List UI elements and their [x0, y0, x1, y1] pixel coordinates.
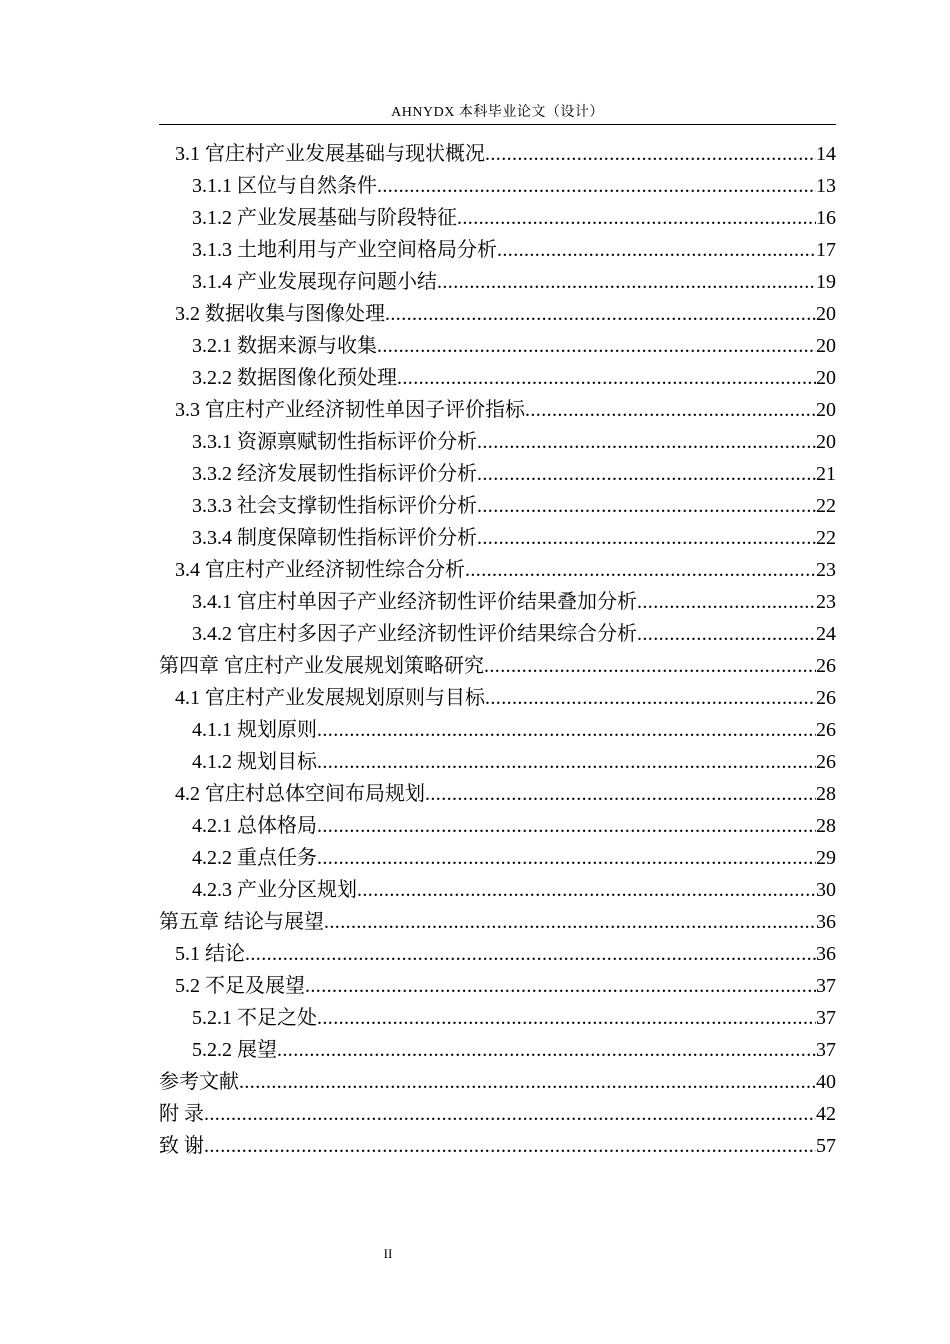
toc-entry[interactable] — [159, 618, 836, 650]
toc-entry-title: 3.1.3 土地利用与产业空间格局分析 — [192, 239, 497, 261]
toc-entry[interactable] — [159, 586, 836, 618]
toc-leader-dots — [204, 1098, 816, 1130]
toc-entry-page: 26 — [816, 719, 836, 741]
toc-entry[interactable] — [159, 1098, 836, 1130]
toc-leader-dots — [497, 234, 816, 266]
toc-entry[interactable] — [159, 778, 836, 810]
toc-entry-page: 22 — [816, 495, 836, 517]
toc-leader-dots — [525, 394, 816, 426]
toc-entry-title: 5.1 结论 — [175, 943, 245, 965]
toc-entry-title: 3.1.2 产业发展基础与阶段特征 — [192, 207, 457, 229]
toc-leader-dots — [317, 714, 816, 746]
toc-entry[interactable] — [159, 490, 836, 522]
toc-entry-title: 4.2.3 产业分区规划 — [192, 879, 357, 901]
toc-leader-dots — [465, 554, 816, 586]
toc-entry-title: 3.1.4 产业发展现存问题小结 — [192, 271, 437, 293]
toc-entry-title: 4.2.1 总体格局 — [192, 815, 317, 837]
toc-leader-dots — [485, 138, 816, 170]
toc-entry-title: 第五章 结论与展望 — [159, 911, 324, 933]
toc-entry-title: 4.2 官庄村总体空间布局规划 — [175, 783, 425, 805]
toc-entry-page: 29 — [816, 847, 836, 869]
toc-entry[interactable] — [159, 970, 836, 1002]
toc-entry-title: 3.3.3 社会支撑韧性指标评价分析 — [192, 495, 477, 517]
toc-leader-dots — [377, 330, 816, 362]
toc-leader-dots — [437, 266, 816, 298]
toc-entry-page: 28 — [816, 815, 836, 837]
toc-entry[interactable] — [159, 298, 836, 330]
toc-leader-dots — [457, 202, 816, 234]
toc-entry-page: 20 — [816, 303, 836, 325]
toc-leader-dots — [204, 1130, 816, 1162]
toc-entry-page: 37 — [816, 1007, 836, 1029]
toc-leader-dots — [377, 170, 816, 202]
toc-entry[interactable] — [159, 810, 836, 842]
toc-entry-page: 37 — [816, 1039, 836, 1061]
toc-entry-title: 5.2 不足及展望 — [175, 975, 305, 997]
toc-entry-page: 57 — [816, 1135, 836, 1157]
toc-entry-page: 16 — [816, 207, 836, 229]
toc-entry-title: 3.4.1 官庄村单因子产业经济韧性评价结果叠加分析 — [192, 591, 637, 613]
toc-entry-title: 3.3.1 资源禀赋韧性指标评价分析 — [192, 431, 477, 453]
toc-entry-title: 4.1.1 规划原则 — [192, 719, 317, 741]
toc-entry[interactable] — [159, 170, 836, 202]
toc-entry-title: 3.2 数据收集与图像处理 — [175, 303, 385, 325]
toc-entry-page: 26 — [816, 687, 836, 709]
toc-entry[interactable] — [159, 522, 836, 554]
toc-entry-page: 42 — [816, 1103, 836, 1125]
toc-entry-title: 5.2.2 展望 — [192, 1039, 277, 1061]
toc-entry-page: 37 — [816, 975, 836, 997]
toc-entry[interactable] — [159, 938, 836, 970]
toc-leader-dots — [477, 426, 816, 458]
toc-leader-dots — [425, 778, 816, 810]
toc-entry-page: 40 — [816, 1071, 836, 1093]
toc-entry-page: 20 — [816, 335, 836, 357]
toc-leader-dots — [477, 522, 816, 554]
toc-entry-title: 3.3 官庄村产业经济韧性单因子评价指标 — [175, 399, 525, 421]
toc-entry-page: 20 — [816, 399, 836, 421]
toc-leader-dots — [239, 1066, 816, 1098]
toc-entry-page: 23 — [816, 559, 836, 581]
toc-entry-title: 3.1 官庄村产业发展基础与现状概况 — [175, 143, 485, 165]
page-number: II — [383, 1246, 393, 1261]
toc-entry-title: 3.4.2 官庄村多因子产业经济韧性评价结果综合分析 — [192, 623, 637, 645]
toc-entry[interactable] — [159, 1130, 836, 1162]
toc-entry[interactable] — [159, 362, 836, 394]
toc-entry-page: 26 — [816, 751, 836, 773]
toc-entry[interactable] — [159, 1034, 836, 1066]
toc-entry-title: 3.1.1 区位与自然条件 — [192, 175, 377, 197]
toc-entry-page: 36 — [816, 943, 836, 965]
toc-entry-page: 20 — [816, 367, 836, 389]
toc-leader-dots — [484, 650, 816, 682]
toc-leader-dots — [397, 362, 816, 394]
toc-entry[interactable] — [159, 842, 836, 874]
toc-entry[interactable] — [159, 202, 836, 234]
toc-entry-title: 3.2.2 数据图像化预处理 — [192, 367, 397, 389]
toc-entry[interactable] — [159, 426, 836, 458]
toc-entry-page: 22 — [816, 527, 836, 549]
toc-leader-dots — [277, 1034, 816, 1066]
toc-entry-page: 14 — [816, 143, 836, 165]
toc-leader-dots — [637, 586, 816, 618]
toc-leader-dots — [317, 810, 816, 842]
toc-entry[interactable] — [159, 266, 836, 298]
toc-entry[interactable] — [159, 650, 836, 682]
toc-entry-page: 36 — [816, 911, 836, 933]
toc-entry-page: 30 — [816, 879, 836, 901]
toc-entry[interactable] — [159, 1002, 836, 1034]
toc-entry[interactable] — [159, 394, 836, 426]
toc-leader-dots — [477, 490, 816, 522]
toc-leader-dots — [305, 970, 816, 1002]
toc-entry-page: 26 — [816, 655, 836, 677]
toc-entry-page: 17 — [816, 239, 836, 261]
toc-entry[interactable] — [159, 906, 836, 938]
toc-entry-page: 24 — [816, 623, 836, 645]
toc-entry[interactable] — [159, 458, 836, 490]
toc-entry[interactable] — [159, 874, 836, 906]
toc-entry-title: 附 录 — [159, 1103, 204, 1125]
toc-entry[interactable] — [159, 682, 836, 714]
toc-entry-page: 13 — [816, 175, 836, 197]
header-rule — [159, 124, 836, 125]
toc-entry-title: 4.1 官庄村产业发展规划原则与目标 — [175, 687, 485, 709]
toc-entry-title: 3.3.4 制度保障韧性指标评价分析 — [192, 527, 477, 549]
toc-entry-page: 28 — [816, 783, 836, 805]
toc-leader-dots — [324, 906, 816, 938]
page-header: AHNYDX 本科毕业论文（设计） — [391, 105, 604, 120]
toc-entry[interactable] — [159, 234, 836, 266]
toc-leader-dots — [317, 746, 816, 778]
toc-entry-page: 19 — [816, 271, 836, 293]
toc-entry-title: 4.1.2 规划目标 — [192, 751, 317, 773]
toc-leader-dots — [357, 874, 816, 906]
toc-leader-dots — [317, 842, 816, 874]
toc-entry[interactable] — [159, 1066, 836, 1098]
toc-leader-dots — [637, 618, 816, 650]
toc-entry-title: 第四章 官庄村产业发展规划策略研究 — [159, 655, 484, 677]
toc-entry[interactable] — [159, 330, 836, 362]
toc-entry-title: 5.2.1 不足之处 — [192, 1007, 317, 1029]
toc-entry[interactable] — [159, 554, 836, 586]
toc-leader-dots — [385, 298, 816, 330]
toc-leader-dots — [485, 682, 816, 714]
toc-leader-dots — [477, 458, 816, 490]
toc-entry[interactable] — [159, 138, 836, 170]
toc-entry[interactable] — [159, 746, 836, 778]
toc-leader-dots — [317, 1002, 816, 1034]
toc-entry-title: 4.2.2 重点任务 — [192, 847, 317, 869]
table-of-contents — [159, 138, 836, 1162]
toc-entry-title: 参考文献 — [159, 1071, 239, 1093]
toc-entry-title: 3.3.2 经济发展韧性指标评价分析 — [192, 463, 477, 485]
toc-entry[interactable] — [159, 714, 836, 746]
toc-entry-title: 3.2.1 数据来源与收集 — [192, 335, 377, 357]
toc-entry-page: 21 — [816, 463, 836, 485]
toc-leader-dots — [245, 938, 816, 970]
toc-entry-page: 23 — [816, 591, 836, 613]
toc-entry-page: 20 — [816, 431, 836, 453]
toc-entry-title: 3.4 官庄村产业经济韧性综合分析 — [175, 559, 465, 581]
toc-entry-title: 致 谢 — [159, 1135, 204, 1157]
